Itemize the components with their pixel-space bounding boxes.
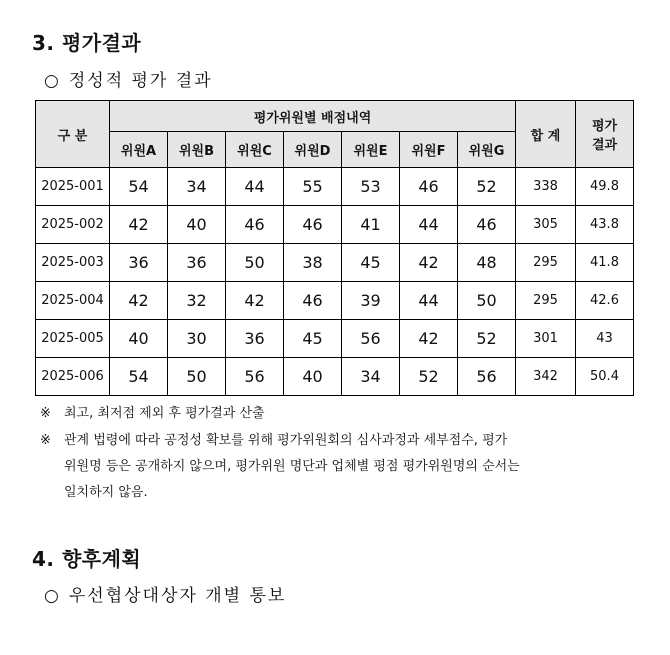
row-id-cell: 2025-003: [36, 244, 110, 282]
score-cell: 42: [110, 206, 168, 244]
row-id-cell: 2025-006: [36, 358, 110, 396]
result-cell: 43: [576, 320, 634, 358]
header-result-line2: 결과: [591, 138, 618, 153]
score-cell: 40: [168, 206, 226, 244]
circle-bullet-icon: ○: [44, 586, 61, 606]
row-id-cell: 2025-004: [36, 282, 110, 320]
section4-subtitle: [44, 581, 286, 606]
table-row: [36, 358, 634, 396]
score-cell: 39: [342, 282, 400, 320]
reference-mark-icon: ※: [40, 433, 51, 448]
row-id-cell: 2025-005: [36, 320, 110, 358]
score-cell: 52: [400, 358, 458, 396]
header-evaluator: 위원A: [110, 132, 168, 168]
section3-subtitle: [44, 66, 213, 91]
section4-title: 4. 향후계획: [32, 547, 142, 571]
header-total: 합 계: [516, 101, 576, 168]
reference-mark-icon: ※: [40, 406, 51, 421]
total-cell: 305: [516, 206, 576, 244]
total-cell: 301: [516, 320, 576, 358]
section3-title: 3. 평가결과: [32, 31, 142, 55]
header-result-line1: 평가: [591, 119, 618, 134]
note-2-line2: 위원명 등은 공개하지 않으며, 평가위원 명단과 업체별 평점 평가위원명의 순서는: [64, 459, 520, 474]
header-evaluator: 위원G: [458, 132, 516, 168]
total-cell: 295: [516, 244, 576, 282]
score-cell: 44: [226, 168, 284, 206]
result-cell: 49.8: [576, 168, 634, 206]
header-evaluator: 위원C: [226, 132, 284, 168]
score-cell: 40: [284, 358, 342, 396]
total-cell: 338: [516, 168, 576, 206]
section3-subtitle-text: 정성적 평가 결과: [68, 71, 213, 91]
score-cell: 46: [226, 206, 284, 244]
score-cell: 34: [168, 168, 226, 206]
score-cell: 40: [110, 320, 168, 358]
score-cell: 54: [110, 168, 168, 206]
note-1-text: 최고, 최저점 제외 후 평가결과 산출: [64, 406, 265, 421]
circle-bullet-icon: ○: [44, 71, 61, 91]
table-row: [36, 320, 634, 358]
score-cell: 36: [110, 244, 168, 282]
total-cell: 342: [516, 358, 576, 396]
section4-subtitle-text: 우선협상대상자 개별 통보: [68, 586, 287, 606]
score-cell: 38: [284, 244, 342, 282]
score-cell: 46: [284, 206, 342, 244]
row-id-cell: 2025-002: [36, 206, 110, 244]
score-cell: 34: [342, 358, 400, 396]
score-cell: 45: [284, 320, 342, 358]
header-evaluator: 위원F: [400, 132, 458, 168]
score-cell: 42: [400, 320, 458, 358]
score-cell: 42: [226, 282, 284, 320]
score-cell: 56: [226, 358, 284, 396]
evaluation-table: [35, 100, 634, 396]
score-cell: 44: [400, 206, 458, 244]
score-cell: 50: [168, 358, 226, 396]
score-cell: 46: [284, 282, 342, 320]
note-2-text: [64, 428, 624, 506]
header-evaluator: 위원E: [342, 132, 400, 168]
score-cell: 55: [284, 168, 342, 206]
score-cell: 42: [110, 282, 168, 320]
header-evaluator: 위원D: [284, 132, 342, 168]
score-cell: 30: [168, 320, 226, 358]
score-cell: 41: [342, 206, 400, 244]
result-cell: 50.4: [576, 358, 634, 396]
result-cell: 41.8: [576, 244, 634, 282]
note-2-line1: 관계 법령에 따라 공정성 확보를 위해 평가위원회의 심사과정과 세부점수, 평가: [64, 433, 508, 448]
score-cell: 50: [226, 244, 284, 282]
row-id-cell: 2025-001: [36, 168, 110, 206]
score-cell: 50: [458, 282, 516, 320]
score-cell: 56: [342, 320, 400, 358]
score-cell: 36: [226, 320, 284, 358]
result-cell: 43.8: [576, 206, 634, 244]
table-row: [36, 206, 634, 244]
header-category: 구 분: [36, 101, 110, 168]
score-cell: 56: [458, 358, 516, 396]
header-result: [576, 101, 634, 168]
score-cell: 48: [458, 244, 516, 282]
table-row: [36, 282, 634, 320]
score-cell: 54: [110, 358, 168, 396]
score-cell: 52: [458, 168, 516, 206]
score-cell: 46: [400, 168, 458, 206]
note-1: [40, 401, 624, 427]
score-cell: 42: [400, 244, 458, 282]
score-cell: 52: [458, 320, 516, 358]
score-cell: 36: [168, 244, 226, 282]
table-row: [36, 244, 634, 282]
header-group: 평가위원별 배점내역: [110, 101, 516, 132]
table-row: [36, 168, 634, 206]
total-cell: 295: [516, 282, 576, 320]
score-cell: 32: [168, 282, 226, 320]
note-2-line3: 일치하지 않음.: [64, 485, 148, 500]
score-cell: 53: [342, 168, 400, 206]
score-cell: 45: [342, 244, 400, 282]
score-cell: 46: [458, 206, 516, 244]
result-cell: 42.6: [576, 282, 634, 320]
header-evaluator: 위원B: [168, 132, 226, 168]
score-cell: 44: [400, 282, 458, 320]
note-2: [40, 428, 624, 506]
